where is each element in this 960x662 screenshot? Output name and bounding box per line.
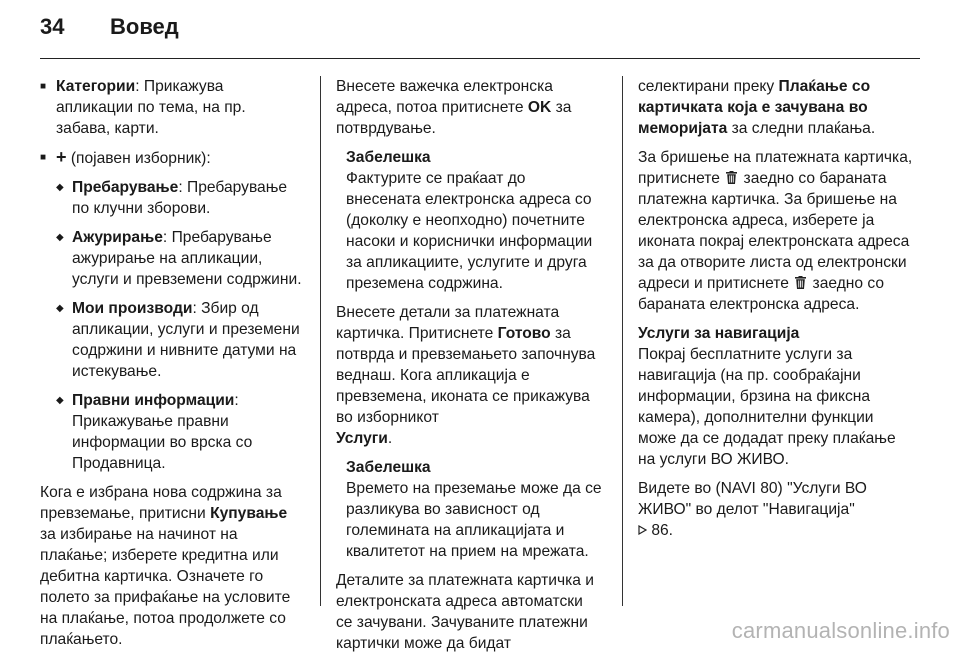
term-services: Услуги [336, 430, 388, 447]
text-plus-menu: (појавен изборник): [66, 150, 211, 167]
text-delete-pre: За бришење на платежната картичка, притиснете [638, 149, 913, 187]
watermark: carmanualsonline.info [731, 618, 950, 643]
page-title: Вовед [110, 14, 179, 39]
trash-icon [726, 171, 737, 184]
sub-update [40, 227, 304, 290]
text-saved-pre: селектирани преку [638, 78, 779, 95]
page-header [40, 14, 179, 54]
text-email-pre: Внесете важечка електронска адреса, потоа притиснете [336, 78, 553, 116]
text-email-post: за потврдување. [336, 99, 572, 137]
term-legal-info: Правни информации [72, 392, 235, 409]
paragraph-saved-details: Деталите за платежната картичка и електронската адреса автоматски се зачувани. Зачуваните платежни картички може да бидат [336, 572, 594, 652]
text-card-post: . [387, 430, 393, 447]
column-divider-2 [622, 76, 623, 606]
note-text: Фактурите се праќаат до внесената електронска адреса со (доколку е неопходно) почетните насоки и кориснички информации за апликациите, услугите и друга преземена содржина. [346, 170, 593, 292]
term-ok: OK [527, 99, 552, 116]
sub-legal-info [40, 390, 304, 474]
column-1 [40, 76, 304, 658]
term-purchase: Купување [210, 505, 288, 522]
note-text: Времето на преземање може да се разликува во зависност од големината на апликацијата и квалитетот на прием на мрежата. [346, 480, 602, 560]
section-title: Услуги за навигација [638, 325, 800, 342]
text-card-pre: Внесете детали за платежната картичка. Притиснете [336, 304, 560, 342]
text-purchase-post: за избирање на начинот на плаќање; изберете кредитна или дебитна картичка. Означете го полето за прифаќање на условите на плаќање, потоа продолжете со плаќањето. [40, 526, 291, 648]
reference-arrow-icon [638, 525, 647, 535]
trash-icon [795, 276, 806, 289]
note-title: Забелешка [346, 149, 431, 166]
text-update: : Пребарување ажурирање на апликации, услуги и превземени содржини. [72, 229, 302, 288]
paragraph-see-also [638, 478, 914, 541]
text-delete-end: заедно со бараната електронска адреса. [638, 275, 885, 313]
header-rule [40, 58, 920, 59]
text-card-mid: за потврда и превземањето започнува веднаш. Кога апликација е превземена, иконата се прикажува во изборникот [336, 325, 596, 426]
paragraph-delete [638, 147, 914, 315]
paragraph-purchase [40, 482, 304, 650]
text-saved-post: за следни плаќања. [727, 120, 876, 137]
term-search: Пребарување [72, 179, 179, 196]
paragraph-email [336, 76, 602, 139]
term-my-products: Мои производи [72, 300, 193, 317]
note-download-time [336, 457, 602, 562]
bullet-categories [40, 76, 304, 139]
paragraph-navigation: Покрај бесплатните услуги за навигација (на пр. сообраќајни информации, брзина на фиксна камера), дополнителни функции може да се додадат преку плаќање на услуги ВО ЖИВО. [638, 346, 896, 468]
bullet-plus-menu [40, 147, 304, 169]
text-delete-mid: заедно со бараната платежна картичка. За бришење на електронска адреса, изберете ја иконата покрај електронската адреса за да отворите листа од електронски адреси и притиснете [638, 170, 910, 292]
heading-navigation-services [638, 323, 914, 344]
plus-icon: + [56, 147, 67, 167]
text-search: : Пребарување по клучни зборови. [72, 179, 288, 217]
paragraph-card-details [336, 302, 602, 449]
text-categories: : Прикажува апликации по тема, на пр. забава, карти. [56, 78, 246, 137]
text-legal-info: : Прикажување правни информации во врска со Продавница. [72, 392, 253, 472]
page-reference: 86. [647, 522, 674, 539]
sub-search [40, 177, 304, 219]
page-number: 34 [40, 14, 65, 39]
sub-my-products [40, 298, 304, 382]
column-2 [336, 76, 602, 662]
text-my-products: : Збир од апликации, услуги и преземени содржини и нивните датуми на истекување. [72, 300, 300, 380]
term-done: Готово [497, 325, 551, 342]
column-divider-1 [320, 76, 321, 606]
term-update: Ажурирање [72, 229, 163, 246]
term-categories: Категории [56, 78, 136, 95]
column-3 [638, 76, 914, 549]
term-pay-saved-card: Плаќање со картичката која е зачувана во меморијата [638, 78, 871, 137]
text-see-also: Видете во (NAVI 80) "Услуги ВО ЖИВО" во делот "Навигација" [638, 480, 867, 518]
text-purchase-pre: Кога е избрана нова содржина за превземање, притисни [40, 484, 282, 522]
paragraph-saved-card [638, 76, 914, 139]
note-title: Забелешка [346, 459, 431, 476]
note-invoices [336, 147, 602, 294]
